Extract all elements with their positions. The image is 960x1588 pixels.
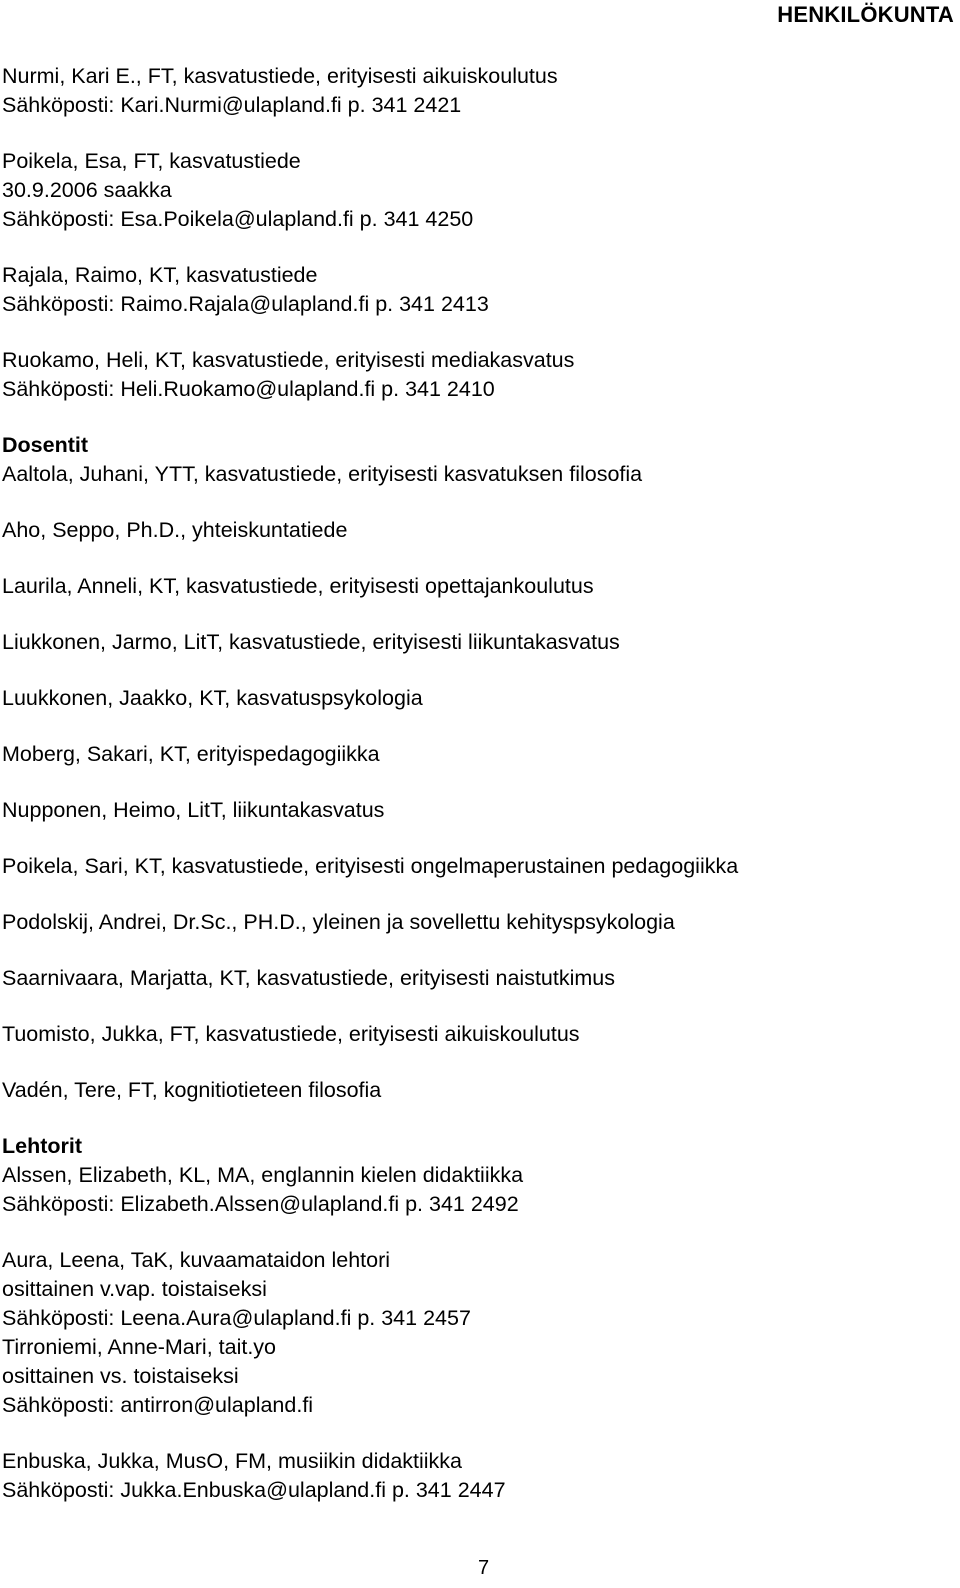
dosentti-entry: Aaltola, Juhani, YTT, kasvatustiede, erityisesti kasvatuksen filosofia (2, 462, 643, 486)
staff-name-line: Alssen, Elizabeth, KL, MA, englannin kielen didaktiikka (2, 1163, 524, 1187)
page-number: 7 (478, 1557, 490, 1579)
lehtori-entry (2, 1246, 952, 1420)
dosentti-entry: Luukkonen, Jaakko, KT, kasvatuspsykologia (2, 686, 423, 710)
staff-name-line: Poikela, Esa, FT, kasvatustiede (2, 149, 301, 173)
staff-name-line: Aura, Leena, TaK, kuvaamataidon lehtori (2, 1248, 391, 1272)
staff-list (2, 62, 952, 1505)
dosentti-entry: Nupponen, Heimo, LitT, liikuntakasvatus (2, 798, 385, 822)
staff-note-line: osittainen v.vap. toistaiseksi (2, 1277, 267, 1301)
dosentti-entry: Poikela, Sari, KT, kasvatustiede, erityisesti ongelmaperustainen pedagogiikka (2, 854, 739, 878)
staff-entry (2, 261, 952, 319)
staff-entry (2, 346, 952, 404)
staff-contact-line: Sähköposti: Jukka.Enbuska@ulapland.fi p. 341 2447 (2, 1478, 506, 1502)
staff-contact-line: Sähköposti: Leena.Aura@ulapland.fi p. 341 2457 (2, 1306, 471, 1330)
staff-name-line: Nurmi, Kari E., FT, kasvatustiede, erityisesti aikuiskoulutus (2, 64, 558, 88)
staff-name-line: Tirroniemi, Anne-Mari, tait.yo (2, 1335, 277, 1359)
dosentti-entry: Vadén, Tere, FT, kognitiotieteen filosofia (2, 1078, 382, 1102)
section-heading-dosentit: Dosentit (2, 433, 88, 457)
dosentti-entry: Saarnivaara, Marjatta, KT, kasvatustiede, erityisesti naistutkimus (2, 966, 616, 990)
staff-note-line: 30.9.2006 saakka (2, 178, 172, 202)
staff-contact-line: Sähköposti: Esa.Poikela@ulapland.fi p. 341 4250 (2, 207, 474, 231)
staff-name-line: Ruokamo, Heli, KT, kasvatustiede, erityisesti mediakasvatus (2, 348, 575, 372)
staff-note-line: osittainen vs. toistaiseksi (2, 1364, 239, 1388)
staff-name-line: Enbuska, Jukka, MusO, FM, musiikin didaktiikka (2, 1449, 463, 1473)
dosentti-entry: Laurila, Anneli, KT, kasvatustiede, erityisesti opettajankoulutus (2, 574, 594, 598)
staff-contact-line: Sähköposti: Raimo.Rajala@ulapland.fi p. 341 2413 (2, 292, 489, 316)
dosentti-entry: Tuomisto, Jukka, FT, kasvatustiede, erityisesti aikuiskoulutus (2, 1022, 580, 1046)
lehtori-entry (2, 1447, 952, 1505)
staff-contact-line: Sähköposti: Heli.Ruokamo@ulapland.fi p. 341 2410 (2, 377, 495, 401)
dosentti-entry: Aho, Seppo, Ph.D., yhteiskuntatiede (2, 518, 348, 542)
dosentti-entry: Moberg, Sakari, KT, erityispedagogiikka (2, 742, 380, 766)
staff-contact-line: Sähköposti: Kari.Nurmi@ulapland.fi p. 341 2421 (2, 93, 462, 117)
staff-contact-line: Sähköposti: Elizabeth.Alssen@ulapland.fi p. 341 2492 (2, 1192, 519, 1216)
staff-name-line: Rajala, Raimo, KT, kasvatustiede (2, 263, 318, 287)
dosentti-entry: Podolskij, Andrei, Dr.Sc., PH.D., yleinen ja sovellettu kehityspsykologia (2, 910, 675, 934)
page-header-title: HENKILÖKUNTA (777, 2, 954, 27)
section-heading-lehtorit: Lehtorit (2, 1134, 83, 1158)
staff-entry (2, 147, 952, 234)
staff-entry (2, 62, 952, 120)
dosentti-entry: Liukkonen, Jarmo, LitT, kasvatustiede, erityisesti liikuntakasvatus (2, 630, 620, 654)
lehtori-entry (2, 1161, 952, 1219)
staff-contact-line: Sähköposti: antirron@ulapland.fi (2, 1393, 314, 1417)
